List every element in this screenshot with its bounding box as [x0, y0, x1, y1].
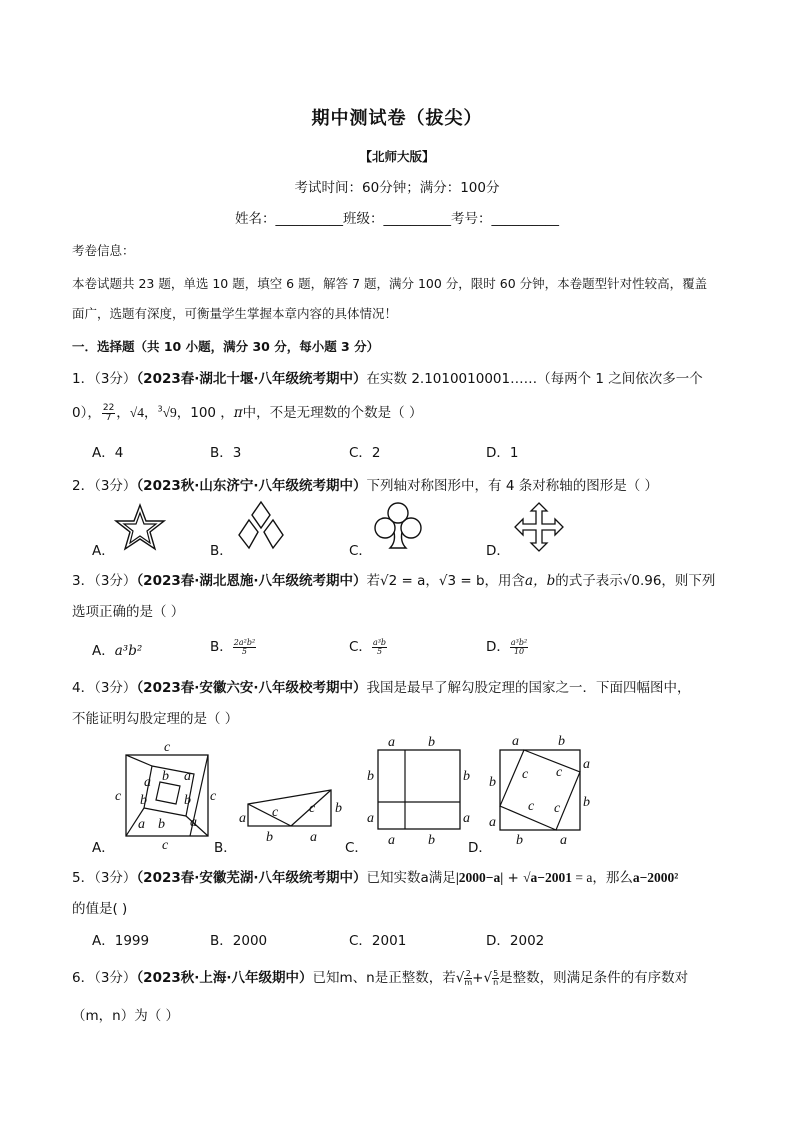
question-1-line-1	[72, 367, 703, 387]
q3-c-den: 5	[376, 646, 383, 656]
fig-d-label-b-top: b	[558, 734, 565, 749]
q6-f2-num: 5	[493, 968, 499, 978]
question-3-line-2: 选项正确的是（ ）	[72, 604, 185, 620]
q3-option-c-label: C．	[349, 639, 372, 655]
q3-option-b-frac	[233, 639, 256, 656]
question-1-line-2: 0）， $\frac{22}{7}$ ，√4，$^3$√9，100 ，π中，不是无理数的个数是（ ）	[72, 402, 423, 423]
fig-a-label-a-4: a	[190, 815, 197, 830]
q5-sqrt-expr: √a−2001	[523, 870, 572, 885]
fig-d-label-c-2: c	[556, 765, 563, 780]
question-5-line-2: 的值是( )	[72, 901, 128, 917]
fig-d-label-b-left: b	[489, 775, 496, 790]
pythagoras-figure-d	[486, 732, 598, 844]
q3-d-den: 10	[513, 646, 525, 656]
q5-number: 5．	[72, 870, 95, 886]
q3-option-d-label: D．	[486, 639, 510, 655]
q6-f2-den: n	[493, 977, 499, 987]
fig-a-label-c-bottom: c	[162, 838, 169, 850]
q3-option-b-label: B．	[210, 639, 233, 655]
fig-b-label-b-bottom: b	[266, 830, 273, 845]
q1-sqrt4: √4	[129, 405, 144, 420]
fig-d-label-a-left: a	[489, 815, 496, 830]
q3-d-num: a³b²	[510, 637, 528, 647]
q3-option-a-expr: a³b²	[114, 643, 143, 659]
q6-f1-den: m	[464, 977, 473, 987]
pythagoras-figure-c	[364, 732, 476, 844]
four-arrow-figure	[513, 501, 565, 553]
q5-option-a[interactable]: A．1999	[92, 933, 150, 949]
q6-number: 6．	[72, 970, 95, 986]
fig-a-label-b-4: b	[158, 817, 165, 832]
q3-source: （2023春·湖北恩施·八年级统考期中）	[136, 573, 367, 589]
fig-c-label-a-bottom: a	[388, 833, 395, 844]
q6-stem-b: 是整数，则满足条件的有序数对	[499, 970, 689, 986]
q3-option-a-label: A．	[92, 643, 115, 659]
notice-line-2: 面广，选题有深度，可衡量学生掌握本章内容的具体情况！	[72, 306, 398, 321]
fig-c-label-b-top: b	[428, 735, 435, 750]
q6-f1-num: 2	[465, 968, 471, 978]
q1-number: 1．	[72, 371, 95, 387]
q6-frac-1	[464, 970, 472, 987]
q5-option-b[interactable]: B．2000	[210, 933, 268, 949]
q4-source: （2023春·安徽六安·八年级校考期中）	[136, 680, 367, 696]
q1-frac-den: 7	[105, 412, 112, 423]
fig-d-label-a-top: a	[512, 734, 519, 749]
notice-line-1: 本卷试题共 23 题，单选 10 题，填空 6 题，解答 7 题，满分 100 分，限时 60 分钟，本卷题型针对性较高，覆盖	[72, 276, 708, 291]
fig-a-label-c-right: c	[210, 789, 217, 804]
fig-c-label-b-left: b	[367, 769, 374, 784]
q4-stem-1: 我国是最早了解勾股定理的国家之一．下面四幅图中，	[366, 680, 691, 696]
q1-stem-1: 在实数 2.1010010001……（每两个 1 之间依次多一个	[366, 371, 703, 387]
q3-stem-c: 的式子表示√0.96，则下列	[555, 573, 716, 589]
section-heading: 一．选择题（共 10 小题，满分 30 分，每小题 3 分）	[72, 339, 380, 354]
q6-plus: +	[472, 970, 484, 986]
q3-stem-b: a，b	[525, 573, 556, 589]
q5-option-d[interactable]: D．2002	[486, 933, 545, 949]
q5-plus: +	[503, 870, 524, 886]
q3-c-num: a³b	[372, 637, 387, 647]
q1-cbrt-index: 3	[157, 404, 163, 414]
q1-option-c[interactable]: C．2	[349, 445, 381, 461]
q5-stem-a: 已知实数a满足	[366, 870, 456, 886]
q2-score: （3分）	[94, 478, 137, 494]
club-figure	[372, 500, 424, 552]
q6-stem-a: 已知m、n是正整数，若	[312, 970, 456, 986]
q2-source: （2023秋·山东济宁·八年级统考期中）	[136, 478, 367, 494]
q3-score: （3分）	[94, 573, 137, 589]
q5-source: （2023春·安徽芜湖·八年级统考期中）	[136, 870, 367, 886]
q5-option-c[interactable]: C．2001	[349, 933, 407, 949]
q3-b-num: 2a²b²	[233, 637, 256, 647]
fig-b-label-c-2: c	[309, 801, 316, 816]
fig-b-label-b-right: b	[335, 801, 342, 816]
q5-score: （3分）	[94, 870, 137, 886]
q1-stem-2-start: 0），	[72, 405, 101, 421]
q3-number: 3．	[72, 573, 95, 589]
fig-d-label-c-4: c	[554, 801, 561, 816]
fig-a-label-c-top: c	[164, 740, 171, 755]
q1-cbrt9: √9	[162, 405, 177, 420]
fig-a-label-c-left: c	[115, 789, 122, 804]
q3-option-d-frac	[510, 639, 528, 656]
fig-d-label-c-3: c	[528, 799, 535, 814]
q3-option-c-frac	[372, 639, 387, 656]
fig-c-label-b-bottom: b	[428, 833, 435, 844]
q1-option-d[interactable]: D．1	[486, 445, 519, 461]
question-4-line-1	[72, 676, 691, 696]
q1-option-a[interactable]: A．4	[92, 445, 124, 461]
q2-number: 2．	[72, 478, 95, 494]
q5-tail: a−2000²	[632, 870, 679, 885]
q5-stem-b: = a，那么	[571, 870, 633, 885]
q1-pi: π	[233, 405, 243, 421]
fig-b-label-a: a	[239, 811, 246, 826]
pythagoras-figure-a	[112, 738, 222, 850]
q1-hundred: ，100 ，	[176, 405, 234, 421]
q5-abs-expr: |2000−a|	[455, 870, 504, 885]
fig-c-label-a-left: a	[367, 811, 374, 826]
three-diamond-figure	[236, 500, 286, 552]
fig-a-label-a-1: a	[144, 775, 151, 790]
q1-fraction	[102, 404, 115, 423]
fig-a-label-a-2: a	[184, 769, 191, 784]
exam-info: 考试时间：60分钟；满分：100分	[294, 180, 500, 196]
fig-c-label-b-right: b	[463, 769, 470, 784]
q3-b-den: 5	[241, 646, 248, 656]
question-5-line-1	[72, 866, 678, 886]
page-title: 期中测试卷（拔尖）	[311, 108, 483, 129]
q1-score: （3分）	[94, 371, 137, 387]
q2-option-b[interactable]: B．	[210, 543, 233, 559]
fig-c-label-a-right: a	[463, 811, 470, 826]
q3-option-d[interactable]	[486, 635, 528, 656]
q2-option-a[interactable]: A．	[92, 543, 115, 559]
q2-stem: 下列轴对称图形中，有 4 条对称轴的图形是（ ）	[366, 478, 658, 494]
q4-number: 4．	[72, 680, 95, 696]
q1-stem-2-end: 中，不是无理数的个数是（ ）	[242, 405, 423, 421]
fig-d-label-b-right: b	[583, 795, 590, 810]
q6-source: （2023秋·上海·八年级期中）	[136, 970, 313, 986]
fig-b-label-c-1: c	[272, 805, 279, 820]
fig-d-label-a-bottom: a	[560, 833, 567, 844]
fig-d-label-a-right: a	[583, 757, 590, 772]
question-6-line-1: 6．（3分）（2023秋·上海·八年级期中）已知m、n是正整数，若√ $\frac{2}{m}$ +√ $\frac{5}{n}$ 是整数，则满足条件的有序数对	[72, 968, 689, 987]
fig-a-label-b-2: b	[140, 793, 147, 808]
q4-score: （3分）	[94, 680, 137, 696]
question-2-line-1	[72, 474, 658, 494]
q2-option-d[interactable]: D．	[486, 543, 510, 559]
q1-source: （2023春·湖北十堰·八年级统考期中）	[136, 371, 367, 387]
fig-a-label-a-3: a	[138, 817, 145, 832]
question-3-line-1	[72, 569, 715, 589]
q4-option-b[interactable]: B．	[214, 840, 237, 856]
fig-d-label-b-bottom: b	[516, 833, 523, 844]
q2-option-c[interactable]: C．	[349, 543, 372, 559]
edition-label: 【北师大版】	[359, 149, 435, 164]
notice-label: 考卷信息：	[72, 243, 135, 258]
q3-option-b[interactable]	[210, 635, 256, 656]
fig-c-label-a-top: a	[388, 735, 395, 750]
q3-option-a[interactable]	[92, 639, 142, 659]
q4-option-c[interactable]: C．	[345, 840, 368, 856]
q1-option-b[interactable]: B．3	[210, 445, 242, 461]
q4-option-a[interactable]: A．	[92, 840, 115, 856]
q3-stem-a: 若√2 = a，√3 = b，用含	[366, 573, 526, 589]
q4-option-d[interactable]: D．	[468, 840, 492, 856]
fig-b-label-a-bottom: a	[310, 830, 317, 845]
pythagoras-figure-b	[236, 788, 348, 850]
star-figure	[114, 503, 166, 551]
question-4-line-2: 不能证明勾股定理的是（ ）	[72, 711, 239, 727]
q6-score: （3分）	[94, 970, 137, 986]
q3-option-c[interactable]	[349, 635, 387, 656]
q1-frac-num: 22	[102, 402, 115, 413]
student-fields: 姓名：__________班级：__________考号：__________	[235, 211, 559, 227]
fig-d-label-c-1: c	[522, 767, 529, 782]
fig-a-label-b-1: b	[162, 769, 169, 784]
question-6-line-2: （m，n）为（ ）	[72, 1008, 179, 1024]
fig-a-label-b-3: b	[184, 793, 191, 808]
